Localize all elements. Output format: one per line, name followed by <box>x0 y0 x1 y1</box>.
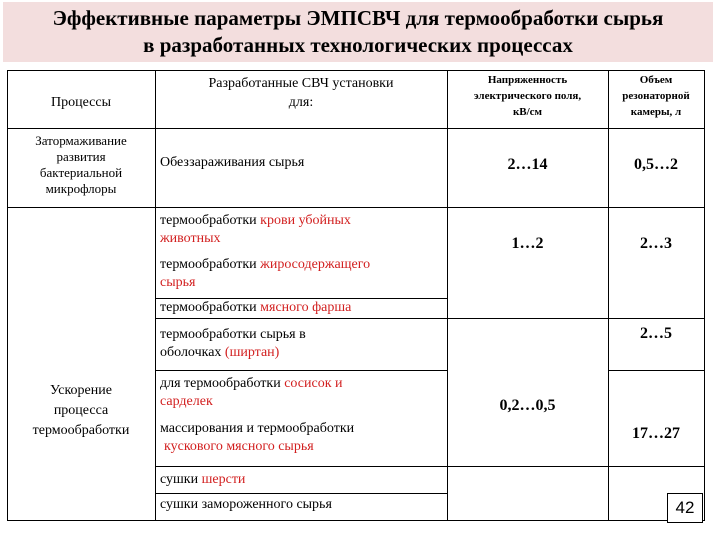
chamber-volume-1: 0,5…2 <box>634 156 678 173</box>
header-installations: Разработанные СВЧ установки для: <box>208 76 394 110</box>
table-border-top <box>7 70 705 71</box>
row-mince: термообработки мясного фарша <box>160 300 352 315</box>
row-divider-7 <box>155 493 447 494</box>
chamber-volume-2: 2…3 <box>640 235 672 252</box>
table-divider-col1 <box>155 70 156 521</box>
title-line-2: в разработанных технологических процессах <box>143 33 573 57</box>
row-massaging: массирования и термообработки кускового мясного сырья <box>160 421 355 454</box>
process-acceleration: Ускорение процесса термообработки <box>32 383 130 438</box>
field-strength-2: 1…2 <box>511 235 544 252</box>
row-divider-5 <box>608 370 705 371</box>
field-strength-3: 0,2…0,5 <box>499 397 556 414</box>
table-divider-col2 <box>447 70 448 521</box>
chamber-volume-4: 17…27 <box>632 425 680 442</box>
table-divider-col3 <box>608 70 609 521</box>
header-processes: Процессы <box>51 95 111 110</box>
chamber-volume-3: 2…5 <box>640 325 672 342</box>
header-divider <box>7 128 705 129</box>
row-frozen: сушки замороженного сырья <box>160 497 332 512</box>
row-casings: термообработки сырья в оболочках (ширтан) <box>160 327 306 360</box>
header-field-strength: Напряженность электрического поля, кВ/см <box>473 74 582 118</box>
page-number: 42 <box>667 493 703 523</box>
row-divider-1 <box>7 207 705 208</box>
table-border-right <box>704 70 705 521</box>
table-border-bottom <box>7 520 705 521</box>
row-wool: сушки шерсти <box>160 472 246 487</box>
title-line-1: Эффективные параметры ЭМПСВЧ для термообработки сырья <box>52 6 664 30</box>
row-divider-3 <box>155 318 705 319</box>
header-chamber-volume: Объем резонаторной камеры, л <box>622 74 690 118</box>
row-blood: термообработки крови убойных животных <box>160 213 351 246</box>
process-inhibition: Затормаживание развития бактериальной микрофлоры <box>35 133 127 196</box>
row-divider-6 <box>155 466 705 467</box>
row-divider-4 <box>155 370 447 371</box>
row-fatty: термообработки жиросодержащего сырья <box>160 257 371 290</box>
row-sausages: для термообработки сосисок и сарделек <box>160 376 343 409</box>
field-strength-1: 2…14 <box>507 156 548 173</box>
row-disinfection: Обеззараживания сырья <box>160 155 305 170</box>
slide-title <box>3 2 713 62</box>
